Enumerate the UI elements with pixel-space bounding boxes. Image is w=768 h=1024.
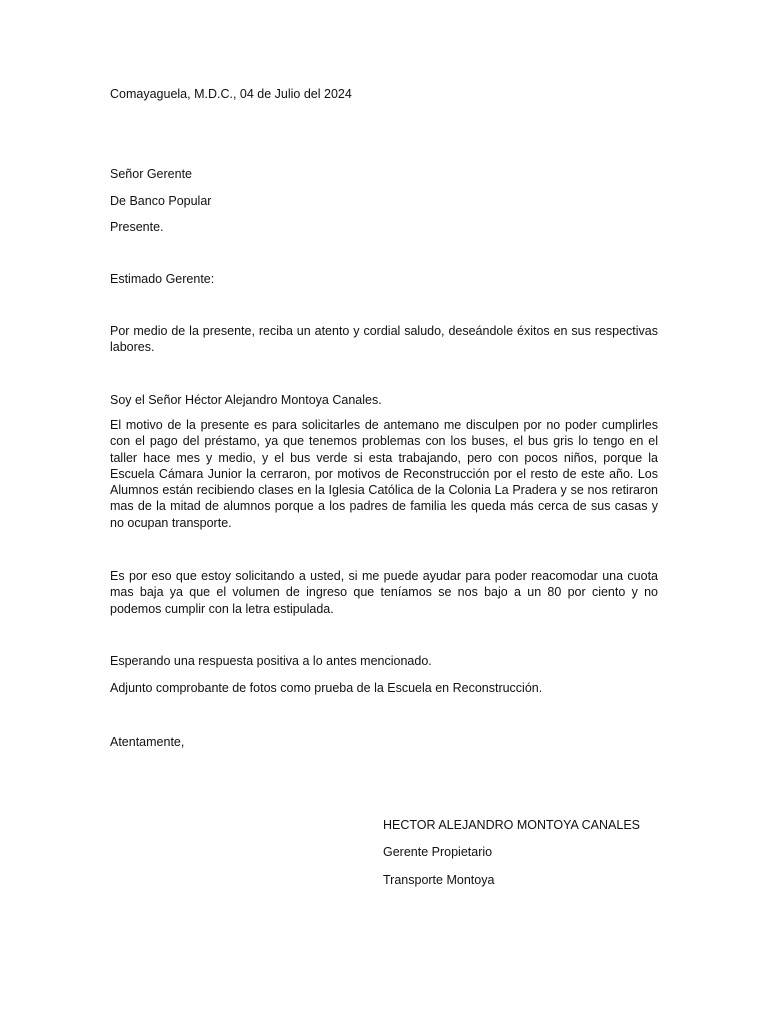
attachment-paragraph: Adjunto comprobante de fotos como prueba de la Escuela en Reconstrucción.	[110, 681, 543, 695]
closing: Atentamente,	[110, 735, 185, 749]
recipient-line-2: De Banco Popular	[110, 194, 212, 208]
greeting-paragraph: Por medio de la presente, reciba un atento y cordial saludo, deseándole éxitos en sus respectivas labores.	[110, 324, 658, 355]
date-line: Comayaguela, M.D.C., 04 de Julio del 2024	[110, 87, 352, 101]
hope-paragraph: Esperando una respuesta positiva a lo antes mencionado.	[110, 654, 432, 668]
signature-company: Transporte Montoya	[383, 873, 495, 887]
recipient-line-3: Presente.	[110, 220, 164, 234]
recipient-line-1: Señor Gerente	[110, 167, 192, 181]
introduction-paragraph: Soy el Señor Héctor Alejandro Montoya Canales.	[110, 393, 382, 407]
signature-name: HECTOR ALEJANDRO MONTOYA CANALES	[383, 818, 641, 832]
salutation: Estimado Gerente:	[110, 272, 215, 286]
request-paragraph: Es por eso que estoy solicitando a usted, si me puede ayudar para poder reacomodar una cuota mas baja ya que el volumen de ingreso que teníamos se nos bajo a un 80 por ciento y no podemos cumplir con la letra estipulada.	[110, 569, 658, 616]
signature-title: Gerente Propietario	[383, 845, 493, 859]
motive-paragraph: El motivo de la presente es para solicitarles de antemano me disculpen por no poder cumplirles con el pago del préstamo, ya que tenemos problemas con los buses, el bus gris lo tengo en el taller hace mes y medio, y el bus verde si esta trabajando, pero con pocos niños, porque la Escuela Cámara Junior la cerraron, por motivos de Reconstrucción por el resto de este año. Los Alumnos están recibiendo clases en la Iglesia Católica de la Colonia La Pradera y se nos retiraron mas de la mitad de alumnos porque a los padres de familia les queda más cerca de sus casas y no ocupan transporte.	[110, 418, 658, 530]
